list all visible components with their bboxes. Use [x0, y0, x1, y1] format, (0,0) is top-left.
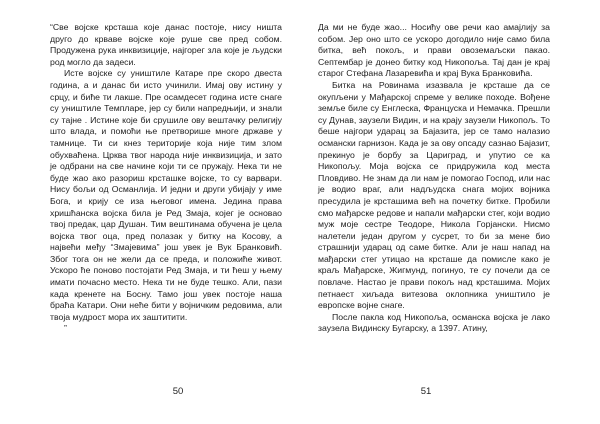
paragraph: ” [64, 323, 67, 334]
paragraph: Исте војске су уништиле Катаре пре скоро двеста година, а и данас би исто учинили. Имај ову истину у срцу, и биће ти лакше. Пре осамдесет година исте снаге су уништиле Темпларе, јер су били напредњији, и знали су тајне . Истине које би срушиле ову вештачку религију што влада, и помоћи ње претворише многе државе у тамнице. Ти си кнез територије која није тим злом обухваћена. Црква твог народа није инквизиција, и зато је одбрани на све начине који ти се пружају. Нека ти не буде жао ако разориш крсташке војске, то су варвари. Нису бољи од Османлија. И једни и други убијају у име Бога, и крију се иза његовог имена. Једина права хришћанска војска била је Ред Змаја, којег је основао твој предак, цар Душан. Тим вештинама обучена је цела војска твог оца, пред полазак у битку на Косову, а највећи међу “Змајевима” још увек је Вук Бранковић. Због тога он не жели да се преда, и положиће живот. Ускоро ће поново постојати Ред Змаја, и ти ћеш у њему имати почасно место. Нека ти не буде тешко. Али, пази када кренете на Босну. Тамо још увек постоје наша браћа Катари. Они неће бити у војничким редовима, али твоја мудрост мора их заштитити. [50, 68, 282, 322]
page-number: 51 [420, 386, 432, 397]
page-number: 50 [172, 386, 184, 397]
paragraph: Да ми не буде жао... Носићу ове речи као амајлију за собом. Јер оно што се ускоро догодило није само била битка, већ покољ, и прави овоземаљски пакао. Септембар је донео битку код Никопоља. Тај дан је крај старог Стефана Лазаревића и крај Вука Бранковића. [318, 22, 550, 79]
right-page-text [318, 22, 550, 335]
paragraph: После пакла код Никопоља, османска војска је лако заузела Видинску Бугарску, а 1397. Атину, [318, 311, 550, 334]
left-page-text [50, 22, 282, 335]
paragraph: “Све војске крсташа које данас постоје, нису ништа друго до крваве војске које руше све пред собом. Продужена рука инквизиције, најгорег зла које је људски род могло да задеси. [50, 22, 282, 67]
paragraph: Битка на Ровинама изазвала је крсташе да се окупљени у Мађарској спреме у велике походе. Вођене земље биле су Енглеска, Француска и Немачка. Прешли су Дунав, заузели Видин, и на крају заузели Никопољ. То беше најгори ударац за Бајазита, јер се тамо налазио османски гарнизон. Када је за ову опсаду сазнао Бајазит, прекинуо је борбу за Цариград, и упутио се ка Никопољу. Моја војска се придружила код места Пловдиво. Не знам да ли нам је помогао Господ, или нас је водио враг, али надљудска снага мојих војника пресудила је крсташима већ на почетку битке. Пробили смо мађарске редове и напали мађарски стег, који водио муж моје сестре Теодоре, Никола Горјански. Нисмо налетели један другом у сусрет, то би за мене био страшнији ударац од саме битке. Али је наш напад на мађарски стег утицао на крсташе да помисле како је краљ Мађарске, Жигмунд, погинуо, те су почели да се повлаче. Настао је прави покољ над крсташима. Мојих петнаест хиљада витезова оклопника уништило је европске војне снаге. [318, 79, 550, 311]
